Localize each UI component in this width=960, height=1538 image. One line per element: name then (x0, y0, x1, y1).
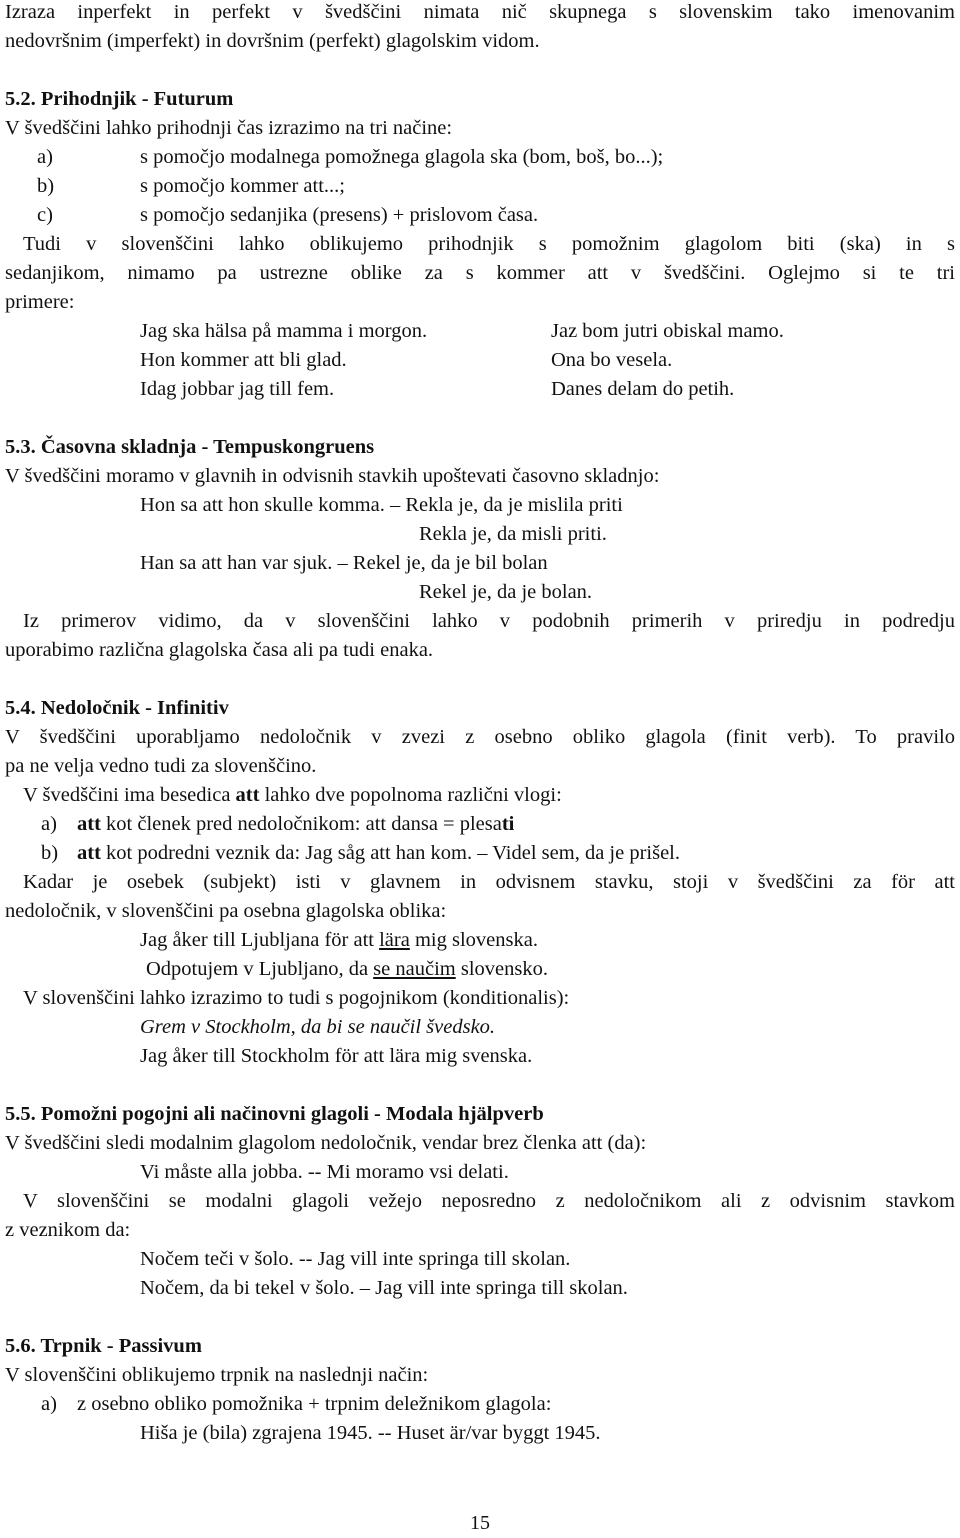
list-item (5, 143, 955, 172)
section-5-5-heading (5, 1100, 955, 1129)
example-line: Hon sa att hon skulle komma. – Rekla je, da je mislila priti (140, 494, 623, 516)
paragraph-line: Iz primerov vidimo, da v slovenščini lahko v podobnih primerih v priredju in podredju (23, 610, 955, 632)
example-swedish: Idag jobbar jag till fem. (140, 378, 335, 400)
text-run: mig slovenska. (409, 929, 538, 951)
section-5-3-heading (5, 433, 955, 462)
example-row (140, 375, 955, 404)
example-row (140, 346, 955, 375)
example-line: Hiša je (bila) zgrajena 1945. -- Huset är/var byggt 1945. (140, 1422, 601, 1444)
example-slovene: Ona bo vesela. (551, 349, 673, 371)
list-text: kot podredni veznik da: Jag såg att han kom. – Videl sem, da je prišel. (100, 842, 681, 864)
list-marker: c) (37, 204, 53, 226)
example-line: Rekla je, da misli priti. (419, 523, 607, 545)
paragraph-line: primere: (5, 291, 75, 313)
example-line (140, 926, 955, 955)
intro-line-1: Izraza inperfekt in perfekt v švedščini nimata nič skupnega s slovenskim tako imenovanim (5, 1, 955, 23)
list-marker: b) (41, 842, 59, 864)
section-5-3-intro: V švedščini moramo v glavnih in odvisnih stavkih upoštevati časovno skladnjo: (5, 465, 660, 487)
bold-suffix: ti (501, 813, 515, 835)
example-row (140, 317, 955, 346)
example-line: Vi måste alla jobba. -- Mi moramo vsi delati. (140, 1161, 509, 1183)
example-line: Nočem teči v šolo. -- Jag vill inte springa till skolan. (140, 1248, 571, 1270)
list-marker: b) (37, 175, 55, 197)
example-line: Jag åker till Stockholm för att lära mig svenska. (140, 1045, 533, 1067)
list-item (5, 201, 955, 230)
paragraph-line: sedanjikom, nimamo pa ustrezne oblike za s kommer att v švedščini. Oglejmo si te tri (5, 262, 955, 284)
example-line: Rekel je, da je bolan. (419, 581, 593, 603)
list-text: z osebno obliko pomožnika + trpnim deležnikom glagola: (77, 1393, 552, 1415)
text-run: lahko dve popolnoma različni vlogi: (259, 784, 562, 806)
list-marker: a) (41, 813, 57, 835)
example-swedish: Hon kommer att bli glad. (140, 349, 347, 371)
list-text: s pomočjo modalnega pomožnega glagola ska (bom, boš, bo...); (140, 146, 664, 168)
underlined-word: lära (379, 929, 410, 951)
paragraph-line: V švedščini sledi modalnim glagolom nedoločnik, vendar brez členka att (da): (5, 1132, 647, 1154)
example-slovene: Danes delam do petih. (551, 378, 735, 400)
text-run: Odpotujem v Ljubljano, da (146, 958, 374, 980)
paragraph-line: Tudi v slovenščini lahko oblikujemo prihodnjik s pomožnim glagolom biti (ska) in s (23, 233, 955, 255)
section-title: Prihodnjik - Futurum (40, 88, 234, 110)
underlined-word: se naučim (373, 958, 456, 980)
example-line: Grem v Stockholm, da bi se naučil švedsko. (140, 1016, 496, 1038)
example-swedish: Jag ska hälsa på mamma i morgon. (140, 320, 428, 342)
paragraph-line: Kadar je osebek (subjekt) isti v glavnem in odvisnem stavku, stoji v švedščini za för att (23, 871, 955, 893)
intro-line-2: nedovršnim (imperfekt) in dovršnim (perfekt) glagolskim vidom. (5, 30, 540, 52)
section-number: 5.4. (5, 697, 36, 719)
paragraph-line: nedoločnik, v slovenščini pa osebna glagolska oblika: (5, 900, 447, 922)
list-item (41, 1390, 955, 1419)
example-line (146, 955, 955, 984)
keyword-att: att (235, 784, 260, 806)
section-5-4-heading (5, 694, 955, 723)
section-title: Trpnik - Passivum (40, 1335, 202, 1357)
text-run: slovensko. (455, 958, 548, 980)
section-5-2-intro: V švedščini lahko prihodnji čas izrazimo na tri načine: (5, 117, 453, 139)
section-5-2-heading (5, 85, 955, 114)
example-line: Nočem, da bi tekel v šolo. – Jag vill inte springa till skolan. (140, 1277, 628, 1299)
list-text: kot členek pred nedoločnikom: att dansa = plesa (100, 813, 502, 835)
paragraph-line: V slovenščini se modalni glagoli vežejo neposredno z nedoločnikom ali z odvisnim stavkom (23, 1190, 955, 1212)
paragraph-line: pa ne velja vedno tudi za slovenščino. (5, 755, 317, 777)
list-marker: a) (41, 1393, 57, 1415)
section-number: 5.5. (5, 1103, 36, 1125)
list-text: s pomočjo kommer att...; (140, 175, 345, 197)
paragraph-line: V švedščini uporabljamo nedoločnik v zvezi z osebno obliko glagola (finit verb). To pravilo (5, 726, 955, 748)
paragraph-line: z veznikom da: (5, 1219, 131, 1241)
keyword-att: att (77, 813, 101, 835)
text-run: V švedščini ima besedica (23, 784, 236, 806)
section-number: 5.3. (5, 436, 36, 458)
list-item (5, 172, 955, 201)
section-title: Nedoločnik - Infinitiv (40, 697, 229, 719)
list-marker: a) (37, 146, 53, 168)
section-title: Časovna skladnja - Tempuskongruens (40, 436, 375, 458)
text-run: Jag åker till Ljubljana för att (140, 929, 380, 951)
page-number: 15 (470, 1512, 490, 1534)
section-number: 5.6. (5, 1335, 36, 1357)
paragraph-line: uporabimo različna glagolska časa ali pa tudi enaka. (5, 639, 434, 661)
example-line: Han sa att han var sjuk. – Rekel je, da je bil bolan (140, 552, 548, 574)
paragraph-line: V slovenščini oblikujemo trpnik na naslednji način: (5, 1364, 429, 1386)
list-item (41, 839, 955, 868)
list-item (41, 810, 955, 839)
paragraph-line (23, 781, 955, 810)
example-slovene: Jaz bom jutri obiskal mamo. (551, 320, 784, 342)
section-number: 5.2. (5, 88, 36, 110)
keyword-att: att (77, 842, 101, 864)
list-text: s pomočjo sedanjika (presens) + prislovom časa. (140, 204, 539, 226)
section-title: Pomožni pogojni ali načinovni glagoli - Modala hjälpverb (40, 1103, 544, 1125)
paragraph-line: V slovenščini lahko izrazimo to tudi s pogojnikom (konditionalis): (23, 987, 570, 1009)
section-5-6-heading (5, 1332, 955, 1361)
